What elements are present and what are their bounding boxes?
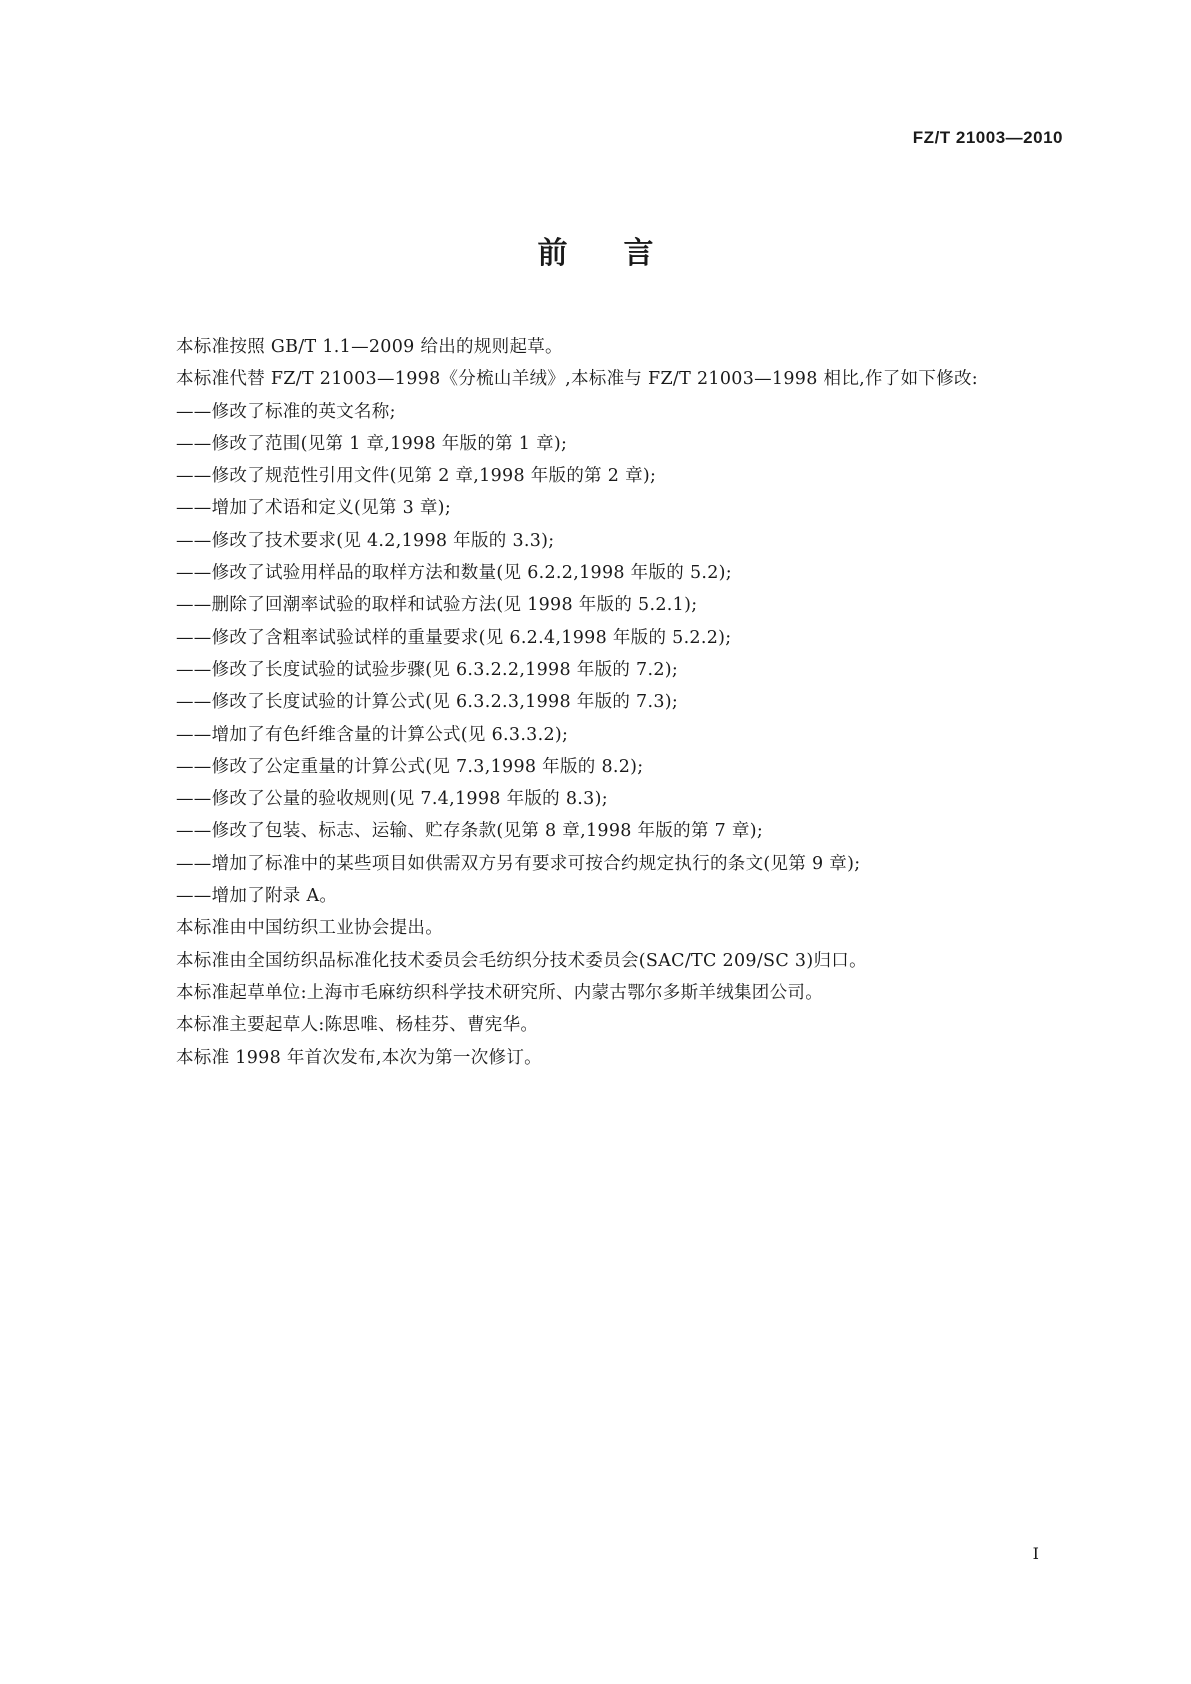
- list-item: ——修改了技术要求(见 4.2,1998 年版的 3.3);: [176, 530, 555, 551]
- paragraph: 本标准 1998 年首次发布,本次为第一次修订。: [176, 1047, 542, 1068]
- list-item: ——修改了规范性引用文件(见第 2 章,1998 年版的第 2 章);: [176, 466, 657, 487]
- list-item: ——修改了公定重量的计算公式(见 7.3,1998 年版的 8.2);: [176, 756, 644, 777]
- list-item: ——修改了包装、标志、运输、贮存条款(见第 8 章,1998 年版的第 7 章);: [176, 821, 764, 842]
- list-item: ——修改了含粗率试验试样的重量要求(见 6.2.4,1998 年版的 5.2.2);: [176, 627, 732, 648]
- list-item: ——修改了公量的验收规则(见 7.4,1998 年版的 8.3);: [176, 789, 608, 810]
- list-item: ——增加了有色纤维含量的计算公式(见 6.3.3.2);: [176, 724, 569, 745]
- list-item: ——修改了长度试验的试验步骤(见 6.3.2.2,1998 年版的 7.2);: [176, 659, 679, 680]
- standard-code: FZ/T 21003—2010: [912, 128, 1063, 147]
- paragraph: 本标准由中国纺织工业协会提出。: [176, 918, 443, 939]
- paragraph: 本标准按照 GB/T 1.1—2009 给出的规则起草。: [176, 337, 563, 357]
- page-title: 前言: [537, 236, 710, 271]
- paragraph: 本标准代替 FZ/T 21003—1998《分梳山羊绒》,本标准与 FZ/T 21003—1998 相比,作了如下修改:: [176, 369, 978, 390]
- list-item: ——修改了试验用样品的取样方法和数量(见 6.2.2,1998 年版的 5.2);: [176, 563, 732, 584]
- paragraph: 本标准主要起草人:陈思唯、杨桂芬、曹宪华。: [176, 1015, 539, 1036]
- list-item: ——修改了范围(见第 1 章,1998 年版的第 1 章);: [176, 433, 568, 454]
- list-item: ——修改了长度试验的计算公式(见 6.3.2.3,1998 年版的 7.3);: [176, 692, 679, 713]
- paragraph: 本标准由全国纺织品标准化技术委员会毛纺织分技术委员会(SAC/TC 209/SC 3)归口。: [176, 950, 867, 971]
- page-number: I: [1032, 1544, 1039, 1563]
- list-item: ——增加了术语和定义(见第 3 章);: [176, 498, 452, 519]
- list-item: ——增加了标准中的某些项目如供需双方另有要求可按合约规定执行的条文(见第 9 章);: [176, 853, 861, 874]
- list-item: ——修改了标准的英文名称;: [176, 401, 396, 422]
- list-item: ——增加了附录 A。: [176, 886, 338, 907]
- foreword-body: [176, 331, 1056, 1074]
- list-item: ——删除了回潮率试验的取样和试验方法(见 1998 年版的 5.2.1);: [176, 595, 698, 616]
- paragraph: 本标准起草单位:上海市毛麻纺织科学技术研究所、内蒙古鄂尔多斯羊绒集团公司。: [176, 982, 823, 1003]
